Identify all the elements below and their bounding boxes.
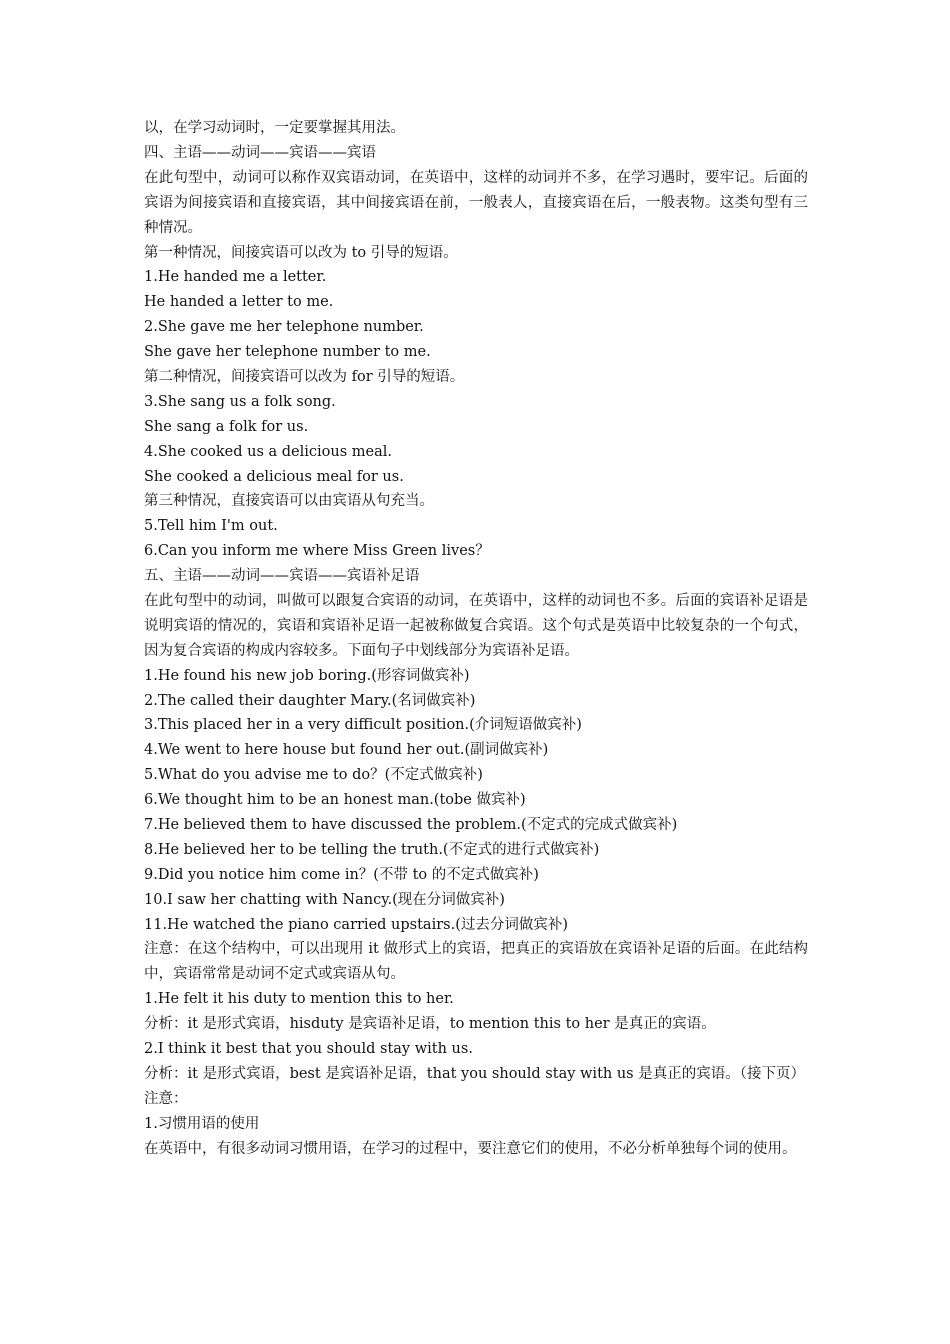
example-sentence: 9.Did you notice him come in？(不带 to 的不定式做宾补) (144, 866, 539, 883)
paragraph: 在此句型中的动词，叫做可以跟复合宾语的动词，在英语中，这样的动词也不多。后面的宾语补足语是说明宾语的情况的，宾语和宾语补足语一起被称做复合宾语。这个句式是英语中比较复杂的一个句式，因为复合宾语的构成内容较多。下面句子中划线部分为宾语补足语。 (144, 592, 808, 659)
example-sentence: 5.Tell him I'm out. (144, 518, 278, 535)
example-sentence: 1.He found his new job boring.(形容词做宾补) (144, 667, 470, 684)
text-line: 注意： (144, 1090, 188, 1107)
example-sentence: He handed a letter to me. (144, 294, 334, 311)
analysis-line: 分析：it 是形式宾语，hisduty 是宾语补足语，to mention this to her 是真正的宾语。 (144, 1016, 716, 1033)
example-sentence: She cooked a delicious meal for us. (144, 468, 404, 485)
example-sentence: 4.She cooked us a delicious meal. (144, 443, 393, 460)
subheading: 1.习惯用语的使用 (144, 1115, 260, 1132)
document-body (144, 116, 808, 1162)
example-sentence: 6.We thought him to be an honest man.(tobe 做宾补) (144, 792, 526, 809)
analysis-paragraph: 分析：it 是形式宾语，best 是宾语补足语，that you should stay with us 是真正的宾语。（接下页） (144, 1065, 805, 1082)
example-sentence: 8.He believed her to be telling the truth.(不定式的进行式做宾补) (144, 841, 600, 858)
paragraph: 在此句型中，动词可以称作双宾语动词，在英语中，这样的动词并不多，在学习遇时，要牢记。后面的宾语为间接宾语和直接宾语，其中间接宾语在前，一般表人，直接宾语在后，一般表物。这类句型有三种情况。 (144, 169, 808, 236)
example-sentence: 2.I think it best that you should stay with us. (144, 1041, 473, 1058)
section-heading: 四、主语——动词——宾语——宾语 (144, 144, 376, 161)
text-line: 以，在学习动词时，一定要掌握其用法。 (144, 120, 405, 136)
example-sentence: 2.The called their daughter Mary.(名词做宾补) (144, 692, 476, 709)
example-sentence: 7.He believed them to have discussed the problem.(不定式的完成式做宾补) (144, 817, 678, 834)
example-sentence: 6.Can you inform me where Miss Green lives？ (144, 543, 490, 560)
example-sentence: She sang a folk for us. (144, 418, 309, 435)
example-sentence: 1.He felt it his duty to mention this to her. (144, 991, 454, 1008)
text-line: 第三种情况，直接宾语可以由宾语从句充当。 (144, 493, 434, 510)
example-sentence: 11.He watched the piano carried upstairs.(过去分词做宾补) (144, 916, 569, 933)
section-heading: 五、主语——动词——宾语——宾语补足语 (144, 568, 420, 585)
example-sentence: She gave her telephone number to me. (144, 344, 431, 361)
example-sentence: 1.He handed me a letter. (144, 269, 327, 286)
paragraph: 在英语中，有很多动词习惯用语，在学习的过程中，要注意它们的使用，不必分析单独每个词的使用。 (144, 1140, 797, 1157)
example-sentence: 2.She gave me her telephone number. (144, 319, 424, 336)
example-sentence: 3.She sang us a folk song. (144, 393, 336, 410)
example-sentence: 4.We went to here house but found her out.(副词做宾补) (144, 742, 549, 759)
text-line: 第二种情况，间接宾语可以改为 for 引导的短语。 (144, 368, 465, 385)
text-line: 第一种情况，间接宾语可以改为 to 引导的短语。 (144, 244, 458, 261)
example-sentence: 3.This placed her in a very difficult position.(介词短语做宾补) (144, 717, 582, 734)
example-sentence: 10.I saw her chatting with Nancy.(现在分词做宾补) (144, 891, 505, 908)
example-sentence: 5.What do you advise me to do？(不定式做宾补) (144, 767, 483, 784)
paragraph: 注意：在这个结构中，可以出现用 it 做形式上的宾语，把真正的宾语放在宾语补足语的后面。在此结构中，宾语常常是动词不定式或宾语从句。 (144, 941, 808, 983)
